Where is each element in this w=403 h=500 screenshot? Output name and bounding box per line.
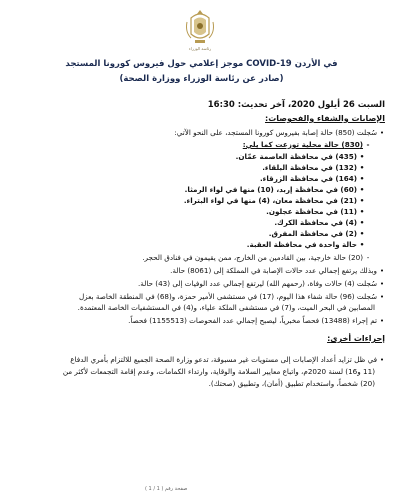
list-item-continuation: المصابين في البحر الميت، و(7) في مستشفى الملكة علياء، و(4) في المستشفيات الخاصة المعتمدة.: [77, 303, 375, 312]
list-item: •(435) في محافظة العاصمة عمّان.: [235, 152, 365, 161]
list-item: •تم إجراء (13488) فحصاً مخبرياً، ليصبح إجمالي عدد الفحوصات (1155513) فحصاً.: [128, 316, 385, 325]
dateline: السبت 26 أيلول 2020، آخر تحديث: 16:30: [207, 100, 385, 110]
list-item: •(132) في محافظة البلقاء.: [262, 163, 365, 172]
emblem-caption: رئاسة الوزراء: [188, 46, 212, 51]
list-item: •(2) في محافظة المفرق.: [268, 229, 365, 238]
list-item: •(164) في محافظة الزرقاء.: [259, 174, 365, 183]
list-item: •سُجلت (850) حالة إصابة بفيروس كورونا المستجد، على النحو الآتي:: [174, 128, 385, 137]
paragraph-line: (11 و16) لسنة 2020م، واتباع معايير السلامة والوقاية، وارتداء الكمامات، وعدم إقامة التجمعات لأكثر من: [62, 367, 375, 376]
paragraph-line: (20) شخصاً، واستخدام تطبيق (أمان)، وتطبيق (صحتك).: [208, 379, 375, 388]
section-heading-procedures: إجراءات أخرى:: [327, 334, 385, 343]
list-item: -(20) حالة خارجية، بين القادمين من الخارج، ممن يقيمون في فنادق الحجر.: [142, 253, 370, 262]
list-item: •(11) في محافظة عجلون.: [266, 207, 365, 216]
document-subtitle: (صادر عن رئاسة الوزراء ووزارة الصحة): [119, 74, 284, 84]
list-item: •حالة واحدة في محافظة العقبة.: [246, 240, 365, 249]
list-item: •(4) في محافظة الكرك.: [274, 218, 365, 227]
document-title: موجز إعلامي حول فيروس كورونا المستجد COVID-19 في الأردن: [65, 59, 338, 69]
list-item: •(60) في محافظة إربد، (10) منها في لواء الرمثا.: [184, 185, 365, 194]
list-item: -(830) حالة محلية توزعت كما يلي:: [242, 140, 370, 149]
paragraph-line: •في ظل تزايد أعداد الإصابات إلى مستويات غير مسبوقة، تدعو وزارة الصحة الجميع للالتزام بأمري الدفاع: [70, 355, 385, 364]
list-item: •(21) في محافظة معان، (4) منها في لواء البتراء.: [183, 196, 365, 205]
section-heading-cases: الإصابات والشفاء والفحوصات:: [265, 114, 385, 123]
list-item: •وبذلك يرتفع إجمالي عدد حالات الإصابة في المملكة إلى (8061) حالة.: [170, 266, 385, 275]
list-item: •سُجلت (96) حالة شفاء هذا اليوم، (17) في مستشفى الأمير حمزة، و(68) في المنطقة الخاصة بعزل: [78, 292, 385, 301]
page-number: صفحة رقم ( 1 / 1 ): [145, 486, 188, 492]
jordan-coat-of-arms-icon: [183, 8, 217, 46]
list-item: •سُجلت (4) حالات وفاة، (رحمهم الله) ليرتفع إجمالي عدد الوفيات إلى (43) حالة.: [138, 279, 385, 288]
